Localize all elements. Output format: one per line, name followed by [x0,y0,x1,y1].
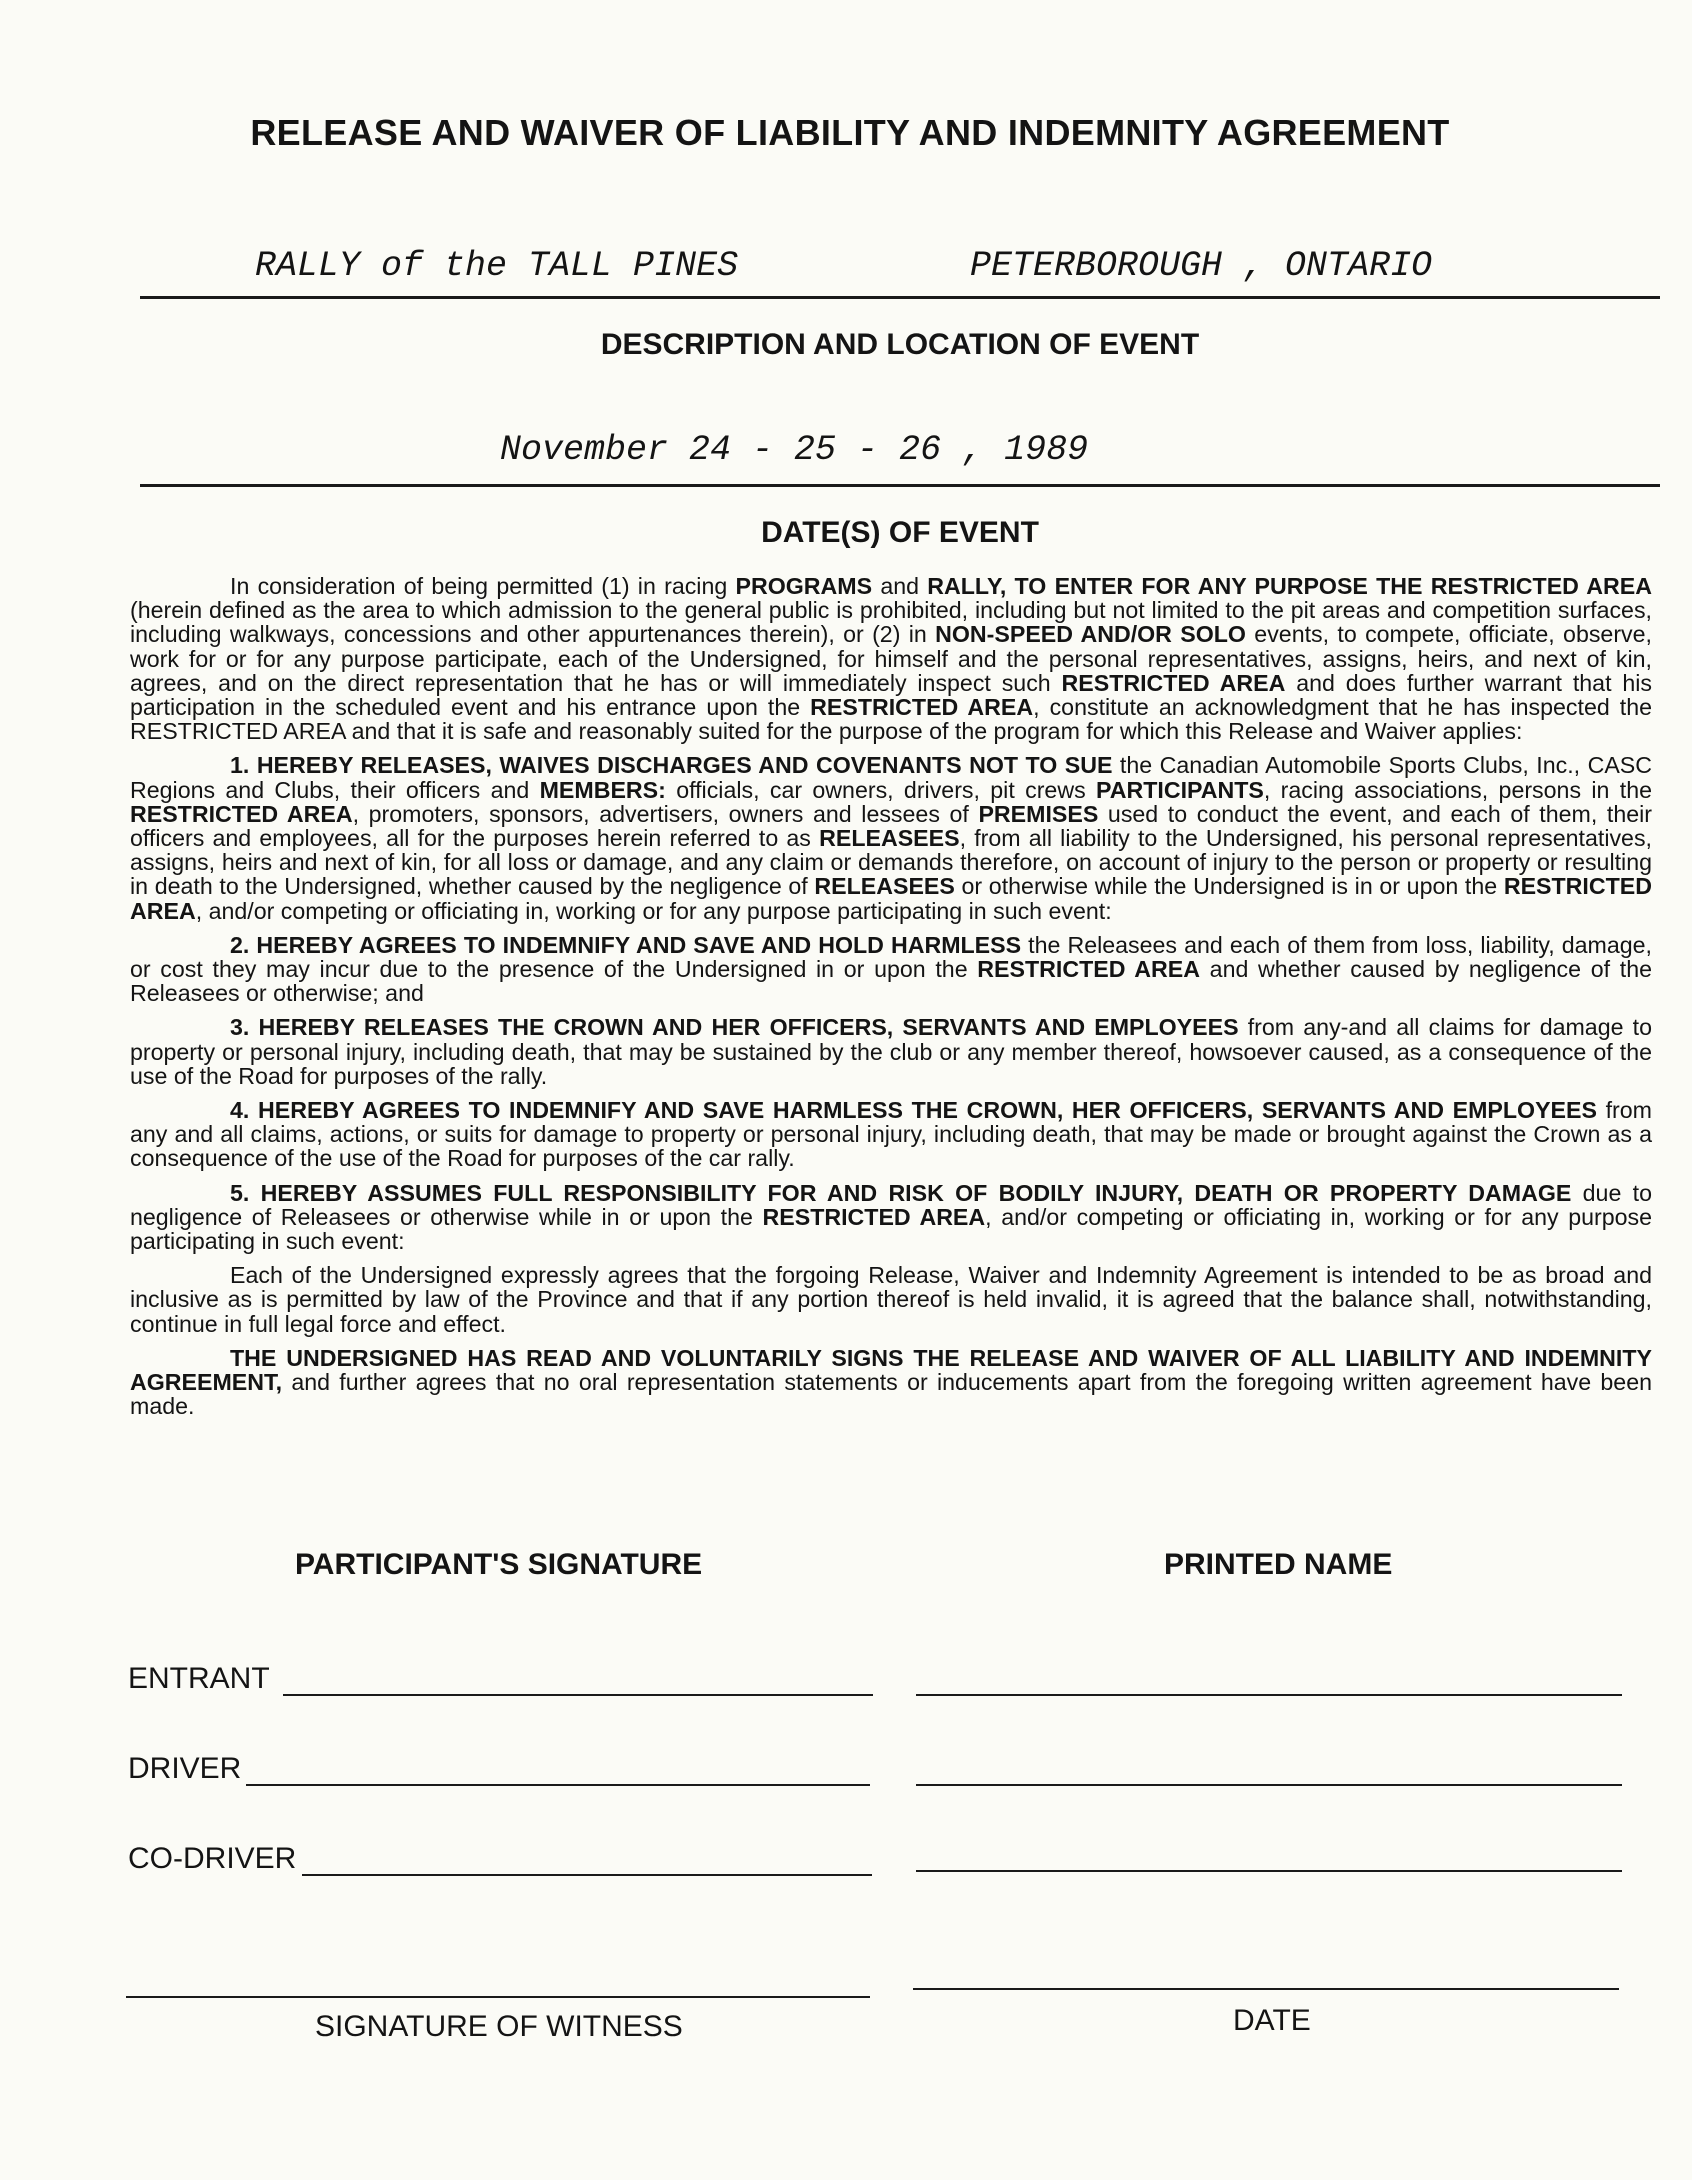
agreement-body [130,574,1652,1429]
clause-3: 3. HEREBY RELEASES THE CROWN AND HER OFFICERS, SERVANTS AND EMPLOYEES from any-and all claims for damage to property or personal injury, including death, that may be sustained by the club or any member thereof, howsoever caused, as a consequence of the use of the Road for purposes of the rally. [130,1014,1652,1089]
event-location: PETERBOROUGH , ONTARIO [970,246,1433,286]
driver-printed-name-line[interactable] [916,1784,1622,1786]
event-name: RALLY of the TALL PINES [255,246,739,286]
date-line[interactable] [913,1988,1619,1990]
event-rule [140,296,1660,299]
entrant-signature-line[interactable] [283,1694,873,1696]
co-driver-label: CO-DRIVER [128,1842,297,1875]
entrant-label: ENTRANT [128,1662,270,1695]
driver-signature-line[interactable] [246,1784,870,1786]
clause-5: 5. HEREBY ASSUMES FULL RESPONSIBILITY FOR AND RISK OF BODILY INJURY, DEATH OR PROPERTY DAMAGE due to negligence of Releasees or otherwise while in or upon the RESTRICTED AREA, and/or competing or officiating in, working or for any purpose participating in such event: [130,1179,1653,1255]
co-driver-signature-line[interactable] [302,1874,872,1876]
intro-paragraph: In consideration of being permitted (1) in racing PROGRAMS and RALLY, TO ENTER FOR ANY PURPOSE THE RESTRICTED AREA (herein defined as the area to which admission to the general public is prohibited, including but not limited to the pit areas and competition surfaces, including walkways, concessions and other appurtenances therein), or (2) in NON-SPEED AND/OR SOLO events, to compete, officiate, observe, work for or for any purpose participate, each of the Undersigned, for himself and the personal representatives, assigns, heirs, and next of kin, agrees, and on the direct representation that he has or will immediately inspect such RESTRICTED AREA and does further warrant that his participation in the scheduled event and his entrance upon the RESTRICTED AREA, constitute an acknowledgment that he has inspected the RESTRICTED AREA and that it is safe and reasonably suited for the purpose of the program for which this Release and Waiver applies: [130,573,1653,745]
co-driver-printed-name-line[interactable] [916,1870,1622,1872]
closing-paragraph: THE UNDERSIGNED HAS READ AND VOLUNTARILY SIGNS THE RELEASE AND WAIVER OF ALL LIABILITY AND INDEMNITY AGREEMENT, and further agrees that no oral representation statements or inducements apart from the foregoing written agreement have been made. [130,1344,1652,1420]
witness-label: SIGNATURE OF WITNESS [315,2010,683,2043]
dates-caption: DATE(S) OF EVENT [761,516,1039,549]
driver-label: DRIVER [128,1752,242,1785]
printed-name-heading: PRINTED NAME [1164,1548,1393,1581]
dates-rule [140,484,1660,487]
entrant-printed-name-line[interactable] [916,1694,1622,1696]
witness-signature-line[interactable] [126,1996,870,1998]
participant-signature-heading: PARTICIPANT'S SIGNATURE [295,1548,703,1581]
event-caption: DESCRIPTION AND LOCATION OF EVENT [600,328,1200,361]
severability-paragraph: Each of the Undersigned expressly agrees that the forgoing Release, Waiver and Indemnity Agreement is intended to be as broad and inclusive as is permitted by law of the Province and that if any portion thereof is held invalid, it is agreed that the balance shall, notwithstanding, continue in full legal force and effect. [130,1262,1652,1337]
clause-2: 2. HEREBY AGREES TO INDEMNIFY AND SAVE AND HOLD HARMLESS the Releasees and each of them from loss, liability, damage, or cost they may incur due to the presence of the Undersigned in or upon the RESTRICTED AREA and whether caused by negligence of the Releasees or otherwise; and [130,931,1653,1007]
clause-1: 1. HEREBY RELEASES, WAIVES DISCHARGES AND COVENANTS NOT TO SUE the Canadian Automobile Sports Clubs, Inc., CASC Regions and Clubs, their officers and MEMBERS: officials, car owners, drivers, pit crews PARTICIPANTS, racing associations, persons in the RESTRICTED AREA, promoters, sponsors, advertisers, owners and lessees of PREMISES used to conduct the event, and each of them, their officers and employees, all for the purposes herein referred to as RELEASEES, from all liability to the Undersigned, his personal representatives, assigns, heirs and next of kin, for all loss or damage, and any claim or demands therefore, on account of injury to the person or property or resulting in death to the Undersigned, whether caused by the negligence of RELEASEES or otherwise while the Undersigned is in or upon the RESTRICTED AREA, and/or competing or officiating in, working or for any purpose participating in such event: [130,752,1652,924]
clause-4: 4. HEREBY AGREES TO INDEMNIFY AND SAVE HARMLESS THE CROWN, HER OFFICERS, SERVANTS AND EMPLOYEES from any and all claims, actions, or suits for damage to property or personal injury, including death, that may be made or brought against the Crown as a consequence of the use of the Road for purposes of the car rally. [130,1097,1652,1172]
document-title: RELEASE AND WAIVER OF LIABILITY AND INDEMNITY AGREEMENT [250,112,1450,153]
date-label: DATE [1233,2004,1311,2037]
event-dates: November 24 - 25 - 26 , 1989 [500,430,1089,470]
